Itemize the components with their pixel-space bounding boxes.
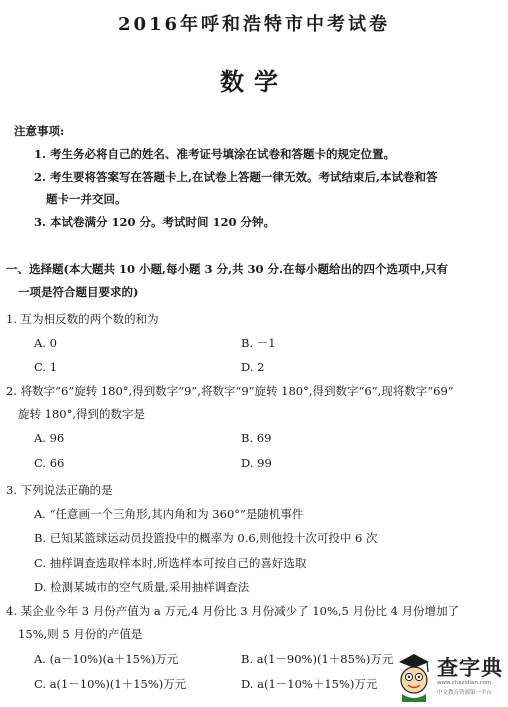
watermark-url: www.chazidian.com bbox=[437, 680, 492, 686]
notice-item-1: 1. 考生务必将自己的姓名、准考证号填涂在试卷和答题卡的规定位置。 bbox=[34, 147, 396, 161]
notice-heading: 注意事项: bbox=[14, 124, 65, 138]
q4-option-a: A. (a－10%)(a＋15%)万元 bbox=[34, 652, 179, 666]
q1-option-c: C. 1 bbox=[34, 360, 58, 374]
q2-stem-line-1: 2. 将数字“6”旋转 180°,得到数字“9”,将数字“9”旋转 180°,得到数字“6”,现将数字“69” bbox=[6, 384, 454, 398]
watermark-slogan: 中文教育资源第一平台 bbox=[437, 690, 493, 696]
q1-option-b: B. －1 bbox=[241, 336, 276, 350]
q1-option-d: D. 2 bbox=[241, 360, 265, 374]
mascot-icon bbox=[393, 650, 435, 702]
q1-option-a: A. 0 bbox=[34, 336, 57, 350]
q3-option-c: C. 抽样调查选取样本时,所选样本可按自己的喜好选取 bbox=[34, 556, 307, 570]
q4-option-d: D. a(1－10%＋15%)万元 bbox=[241, 677, 378, 691]
section-heading-line-1: 一、选择题(本大题共 10 小题,每小题 3 分,共 30 分.在每小题给出的四个选项中,只有 bbox=[6, 262, 448, 276]
q2-option-c: C. 66 bbox=[34, 456, 65, 470]
notice-item-2-line-1: 2. 考生要将答案写在答题卡上,在试卷上答题一律无效。考试结束后,本试卷和答 bbox=[34, 170, 438, 184]
q4-stem-line-1: 4. 某企业今年 3 月份产值为 a 万元,4 月份比 3 月份减少了 10%,5 月份比 4 月份增加了 bbox=[6, 604, 460, 618]
watermark-brand: 查字典 bbox=[437, 656, 503, 680]
subject-title: 数学 bbox=[220, 67, 288, 96]
q3-option-d: D. 检测某城市的空气质量,采用抽样调查法 bbox=[34, 580, 250, 594]
exam-title: 2016年呼和浩特市中考试卷 bbox=[117, 14, 391, 35]
q3-stem: 3. 下列说法正确的是 bbox=[6, 483, 113, 497]
q2-option-a: A. 96 bbox=[34, 431, 65, 445]
q4-option-c: C. a(1－10%)(1＋15%)万元 bbox=[34, 677, 187, 691]
q4-option-b: B. a(1－90%)(1＋85%)万元 bbox=[241, 652, 394, 666]
section-heading-line-2: 一项是符合题目要求的) bbox=[18, 285, 139, 299]
chazidian-watermark-logo bbox=[393, 650, 505, 702]
notice-item-3: 3. 本试卷满分 120 分。考试时间 120 分钟。 bbox=[34, 215, 276, 229]
q2-option-b: B. 69 bbox=[241, 431, 272, 445]
q3-option-a: A. “任意画一个三角形,其内角和为 360°”是随机事件 bbox=[34, 507, 304, 521]
q3-option-b: B. 已知某篮球运动员投篮投中的概率为 0.6,则他投十次可投中 6 次 bbox=[34, 531, 378, 545]
q1-stem: 1. 互为相反数的两个数的和为 bbox=[6, 312, 159, 326]
q2-stem-line-2: 旋转 180°,得到的数字是 bbox=[18, 407, 146, 421]
q4-stem-line-2: 15%,则 5 月份的产值是 bbox=[18, 627, 143, 641]
notice-item-2-line-2: 题卡一并交回。 bbox=[46, 192, 127, 206]
q2-option-d: D. 99 bbox=[241, 456, 272, 470]
